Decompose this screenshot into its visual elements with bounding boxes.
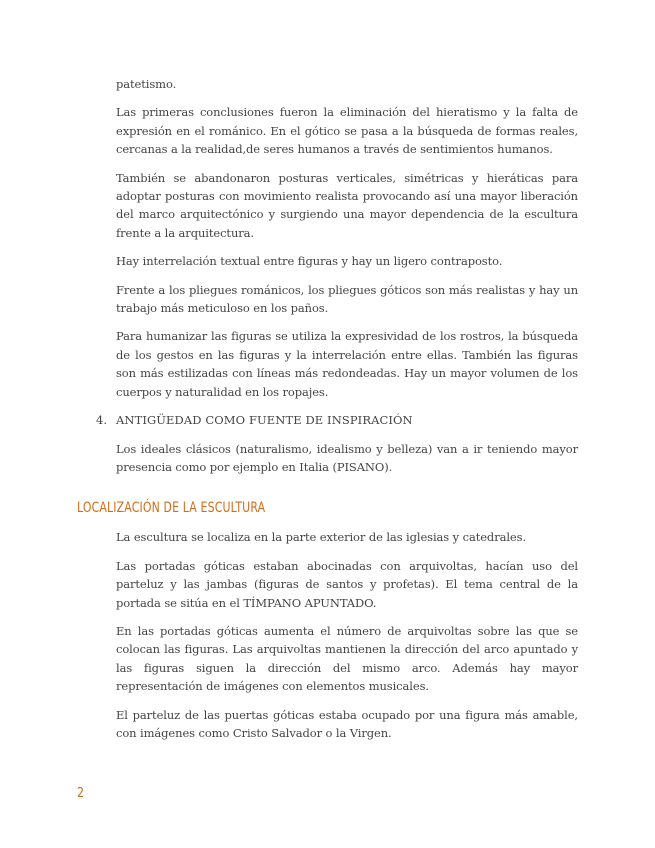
page-content <box>77 75 578 752</box>
paragraph-postures: También se abandonaron posturas verticales, simétricas y hieráticas para adoptar posturas con movimiento realista provocando así una mayor liberación del marco arquitectónico y surgiendo una mayor dependencia de la escultura frente a la arquitectura. <box>116 170 578 240</box>
paragraph-parteluz: El parteluz de las puertas góticas estaba ocupado por una figura más amable, con imágenes como Cristo Salvador o la Virgen. <box>116 707 578 740</box>
paragraph-humanize: Para humanizar las figuras se utiliza la expresividad de los rostros, la búsqueda de los gestos en las figuras y la interrelación entre ellas. También las figuras son más estilizadas con líneas más redondeadas. Hay un mayor volumen de los cuerpos y naturalidad en los ropajes. <box>116 329 578 399</box>
list-item-number: 4. <box>96 413 108 428</box>
paragraph-first-conclusions: Las primeras conclusiones fueron la eliminación del hieratismo y la falta de expresión en el románico. En el gótico se pasa a la búsqueda de formas reales, cercanas a la realidad,de seres humanos a través de sentimientos humanos. <box>116 105 578 157</box>
list-item-text: ANTIGÜEDAD COMO FUENTE DE INSPIRACIÓN <box>116 413 413 428</box>
paragraph-patetismo: patetismo. <box>116 77 177 91</box>
paragraph-archivolts: En las portadas góticas aumenta el número de arquivoltas sobre las que se colocan las figuras. Las arquivoltas mantienen la dirección del arco apuntado y las figuras siguen la dirección del mismo arco. Además hay mayor representación de imágenes con elementos musicales. <box>116 623 578 694</box>
paragraph-folds: Frente a los pliegues románicos, los pliegues góticos son más realistas y hay un trabajo más meticuloso en los paños. <box>116 282 578 316</box>
paragraph-location: La escultura se localiza en la parte exterior de las iglesias y catedrales. <box>116 530 526 545</box>
page-number: 2 <box>77 786 85 801</box>
paragraph-portals: Las portadas góticas estaban abocinadas con arquivoltas, hacían uso del parteluz y las jambas (figuras de santos y profetas). El tema central de la portada se sitúa en el TÍMPANO APUNTADO. <box>116 558 578 610</box>
section-heading: LOCALIZACIÓN DE LA ESCULTURA <box>77 500 266 517</box>
paragraph-interrelation: Hay interrelación textual entre figuras y hay un ligero contraposto. <box>116 254 503 269</box>
list-item-antiguedad <box>96 411 578 429</box>
paragraph-classical-ideals: Los ideales clásicos (naturalismo, idealismo y belleza) van a ir teniendo mayor presencia como por ejemplo en Italia (PISANO). <box>116 441 578 474</box>
